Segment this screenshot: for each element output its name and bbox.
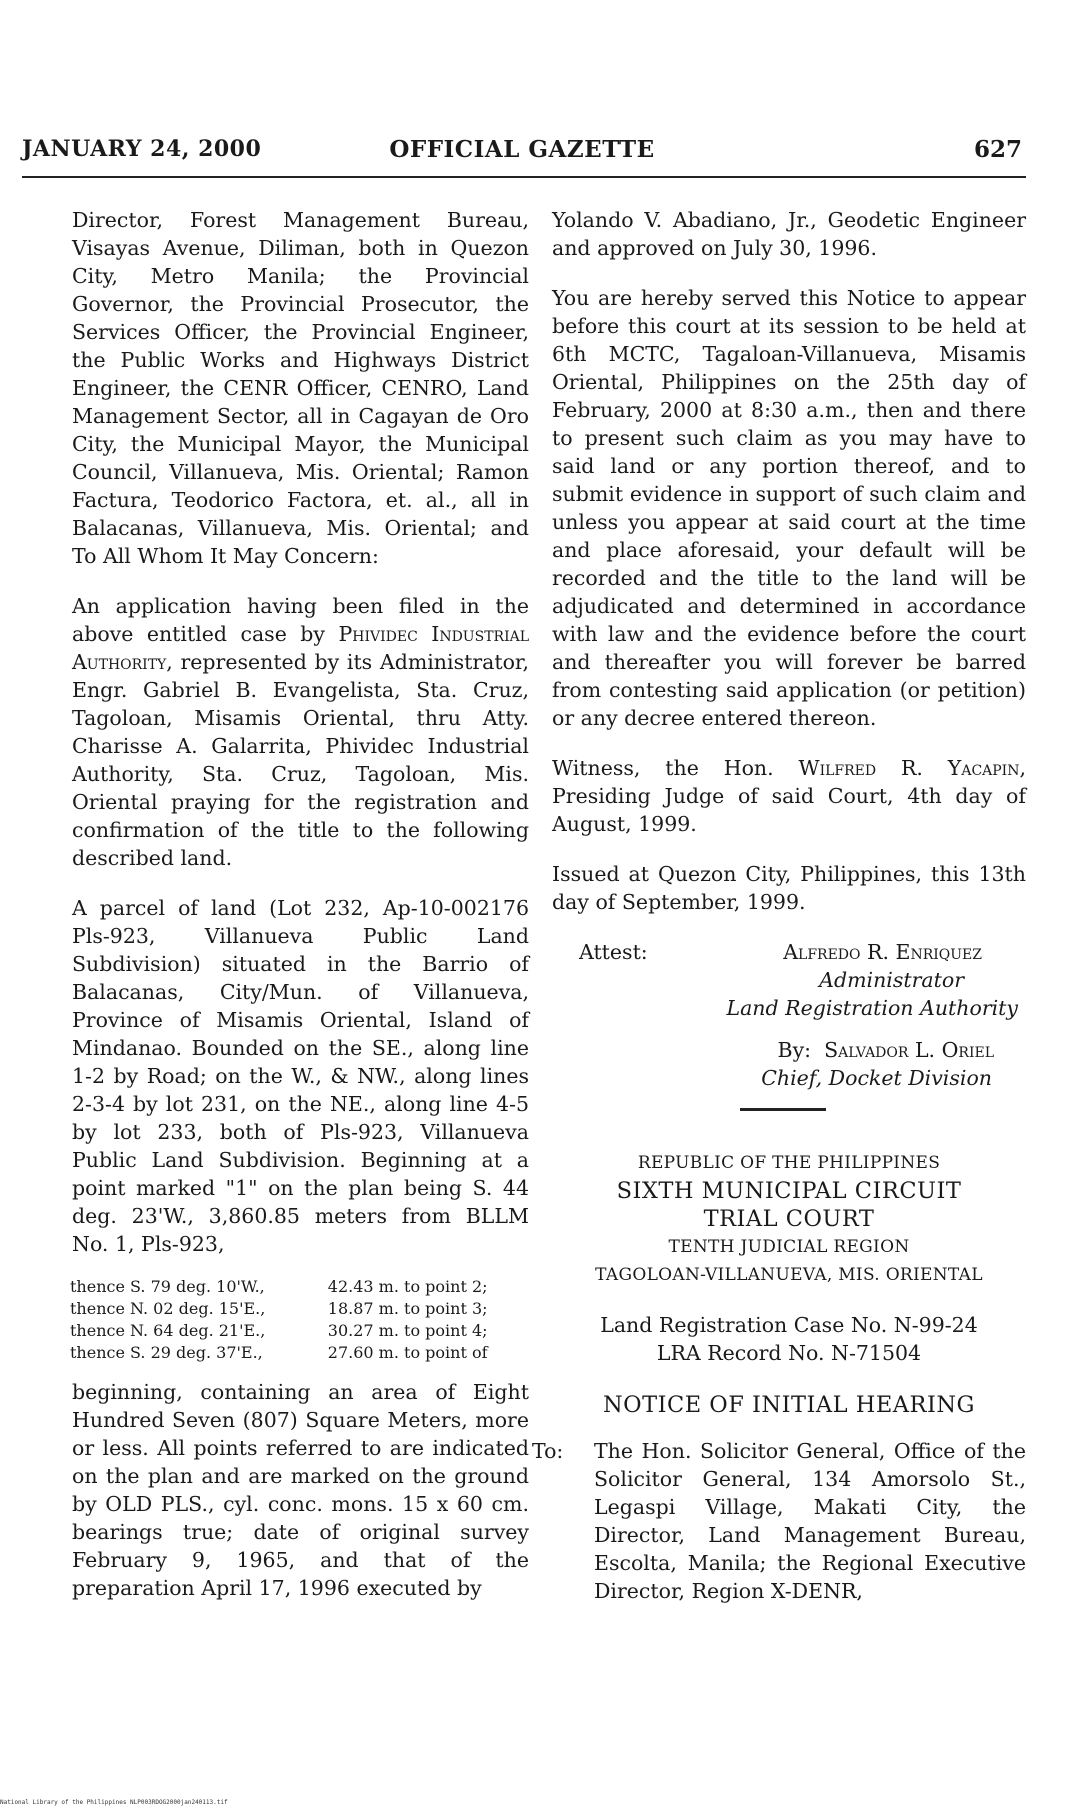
notice-paragraph: You are hereby served this Notice to appear before this court at its session to be held at 6th MCTC, Tagaloan-Villanueva, Misamis Oriental, Philippines on the 25th day of February, 2000 at 8:30 a.m., then and there to present such claim as you may have to said land or any portion thereof, and to submit evidence in support of such claim and unless you appear at said court at the time and place aforesaid, your default will be recorded and the title to the land will be adjudicated and determined in accordance with law and the evidence before the court and thereafter you will forever be barred from contesting said application (or petition) or any decree entered thereon. bbox=[552, 286, 1026, 730]
course-direction: thence S. 79 deg. 10'W., bbox=[70, 1277, 265, 1296]
by-label: By: bbox=[777, 1038, 812, 1062]
left-column bbox=[72, 206, 529, 1624]
by-line bbox=[552, 1036, 1026, 1064]
course-distance: 27.60 m. to point of bbox=[327, 1343, 488, 1362]
deputy-name: Salvador L. Oriel bbox=[824, 1038, 994, 1062]
court-name-line-1: SIXTH MUNICIPAL CIRCUIT bbox=[616, 1178, 962, 1204]
page-number: 627 bbox=[973, 136, 1022, 163]
court-location: TAGOLOAN-VILLANUEVA, MIS. ORIENTAL bbox=[595, 1265, 983, 1285]
to-addressees bbox=[532, 1437, 1026, 1605]
deputy-title: Chief, Docket Division bbox=[761, 1066, 992, 1090]
judge-name: Wilfred R. Yacapin bbox=[798, 756, 1020, 780]
case-number: Land Registration Case No. N-99-24 bbox=[600, 1313, 978, 1337]
table-row bbox=[67, 1276, 537, 1298]
applicant-name: Phividec Industrial Authority bbox=[72, 622, 530, 674]
course-direction: thence N. 02 deg. 15'E., bbox=[70, 1299, 266, 1318]
signatory-organization: Land Registration Authority bbox=[726, 996, 1018, 1020]
course-distance: 42.43 m. to point 2; bbox=[327, 1277, 488, 1296]
witness-paragraph bbox=[552, 754, 1026, 838]
witness-text-a: Witness, the Hon. bbox=[552, 756, 799, 780]
court-name-line-2: TRIAL COURT bbox=[703, 1206, 875, 1232]
issue-date: JANUARY 24, 2000 bbox=[22, 136, 262, 162]
table-row bbox=[67, 1298, 537, 1320]
course-direction: thence S. 29 deg. 37'E., bbox=[70, 1343, 263, 1362]
to-label: To: bbox=[532, 1439, 564, 1463]
section-divider bbox=[740, 1108, 826, 1111]
to-text: The Hon. Solicitor General, Office of the Solicitor General, 134 Amorsolo St., Legaspi Village, Makati City, the Director, Land Management Bureau, Escolta, Manila; the Regional Executive Director, Region X-DENR, bbox=[594, 1439, 1026, 1603]
judicial-region: TENTH JUDICIAL REGION bbox=[668, 1237, 910, 1257]
table-row bbox=[67, 1320, 537, 1342]
addressee-paragraph: Director, Forest Management Bureau, Visayas Avenue, Diliman, both in Quezon City, Metro Manila; the Provincial Governor, the Provincial Prosecutor, the Services Officer, the Provincial Engineer, the Public Works and Highways District Engineer, the CENR Officer, CENRO, Land Management Sector, all in Cagayan de Oro City, the Municipal Mayor, the Municipal Council, Villanueva, Mis. Oriental; Ramon Factura, Teodorico Factora, et. al., all in Balacanas, Villanueva, Mis. Oriental; and To All Whom It May Concern: bbox=[72, 208, 529, 568]
attestation-block bbox=[552, 938, 1026, 1098]
survey-courses-table bbox=[67, 1276, 537, 1364]
notice-heading: NOTICE OF INITIAL HEARING bbox=[602, 1392, 976, 1418]
right-column bbox=[532, 206, 1026, 1605]
republic-line: REPUBLIC OF THE PHILIPPINES bbox=[637, 1153, 941, 1173]
page-header bbox=[22, 136, 1022, 166]
attest-label: Attest: bbox=[579, 940, 648, 964]
issued-paragraph: Issued at Quezon City, Philippines, this 13th day of September, 1999. bbox=[552, 862, 1026, 914]
scan-footer: National Library of the Philippines NLP003RDOG2000jan240113.tif bbox=[0, 1799, 228, 1806]
course-distance: 18.87 m. to point 3; bbox=[327, 1299, 488, 1318]
application-text-b: , represented by its Administrator, Engr. Gabriel B. Evangelista, Sta. Cruz, Tagoloan, Misamis Oriental, thru Atty. Charisse A. Galarrita, Phividec Industrial Authority, Sta. Cruz, Tagoloan, Mis. Oriental praying for the registration and confirmation of the title to the following described land. bbox=[72, 650, 529, 870]
publication-title: OFFICIAL GAZETTE bbox=[389, 136, 655, 163]
course-direction: thence N. 64 deg. 21'E., bbox=[70, 1321, 266, 1340]
table-row bbox=[67, 1342, 537, 1364]
lra-record-number: LRA Record No. N-71504 bbox=[656, 1341, 922, 1365]
signatory-title: Administrator bbox=[819, 968, 964, 992]
header-rule bbox=[22, 176, 1026, 178]
witness-text-b: , Presiding Judge of said Court, 4th day of August, 1999. bbox=[552, 756, 1026, 836]
surveyor-paragraph: Yolando V. Abadiano, Jr., Geodetic Engineer and approved on July 30, 1996. bbox=[552, 208, 1026, 260]
land-description-paragraph: A parcel of land (Lot 232, Ap-10-002176 Pls-923, Villanueva Public Land Subdivision) situated in the Barrio of Balacanas, City/Mun. of Villanueva, Province of Misamis Oriental, Island of Mindanao. Bounded on the SE., along line 1-2 by Road; on the W., & NW., along lines 2-3-4 by lot 231, on the NE., along line 4-5 by lot 233, both of Pls-923, Villanueva Public Land Subdivision. Beginning at a point marked "1" on the plan being S. 44 deg. 23'W., 3,860.85 meters from BLLM No. 1, Pls-923, bbox=[72, 896, 529, 1256]
application-text-a: An application having been filed in the above entitled case by bbox=[72, 594, 529, 646]
course-distance: 30.27 m. to point 4; bbox=[327, 1321, 488, 1340]
signatory-name: Alfredo R. Enriquez bbox=[783, 940, 982, 964]
area-paragraph: beginning, containing an area of Eight Hundred Seven (807) Square Meters, more or less. All points referred to are indicated on the plan and are marked on the ground by OLD PLS., cyl. conc. mons. 15 x 60 cm. bearings true; date of original survey February 9, 1965, and that of the preparation April 17, 1996 executed by bbox=[72, 1380, 529, 1600]
application-paragraph bbox=[72, 592, 529, 872]
